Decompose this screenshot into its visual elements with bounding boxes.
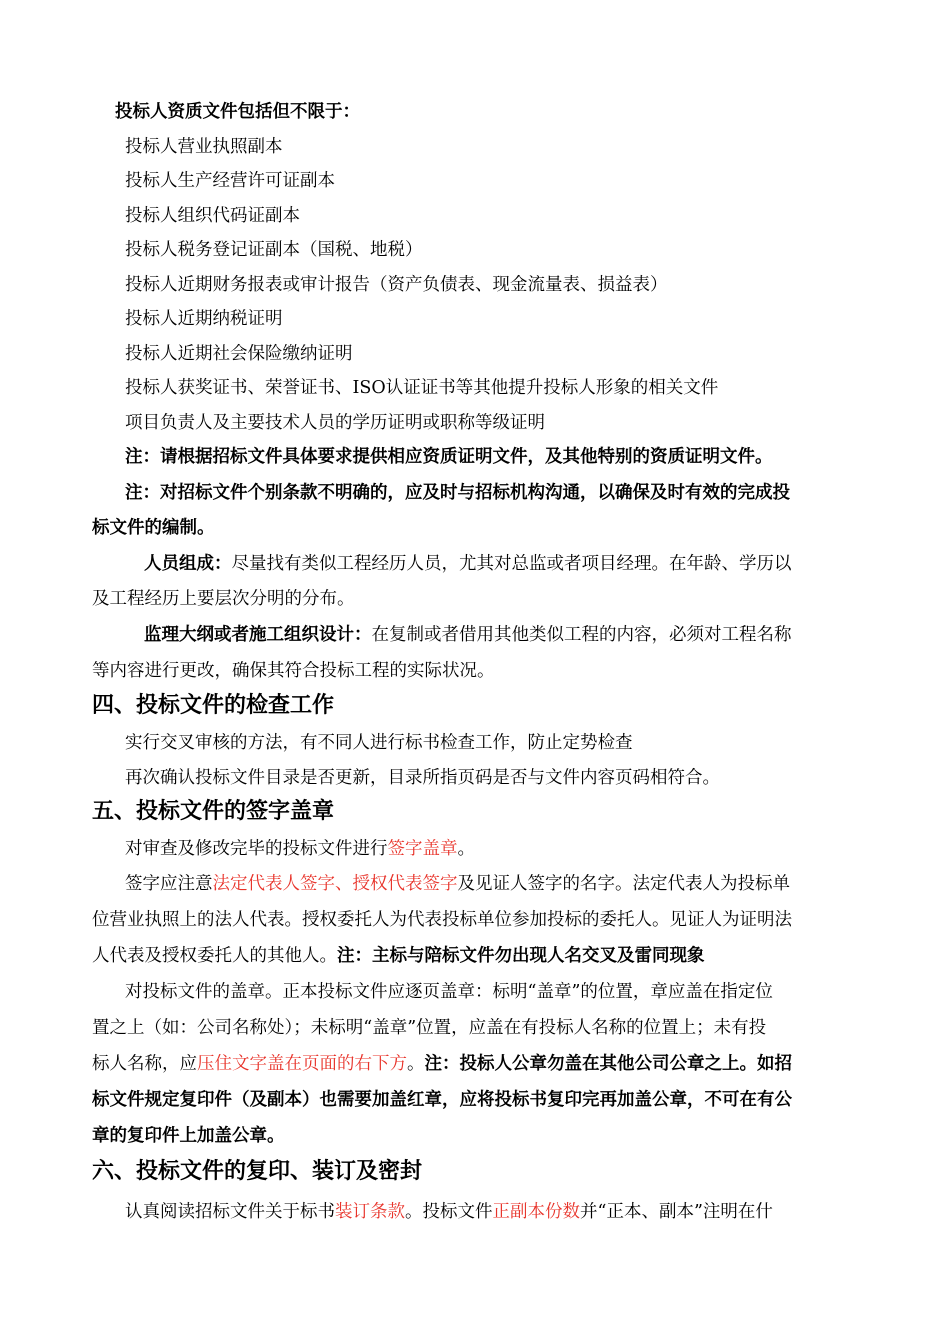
qualification-item: 投标人获奖证书、荣誉证书、ISO认证证书等其他提升投标人形象的相关文件 — [125, 378, 719, 398]
staff-paragraph-line1: 人员组成：尽量找有类似工程经历人员，尤其对总监或者项目经理。在年龄、学历以 — [144, 554, 792, 574]
outline-paragraph-line2: 等内容进行更改，确保其符合投标工程的实际状况。 — [92, 661, 495, 681]
highlight-sign-seal: 签字盖章 — [387, 839, 458, 859]
staff-paragraph-line2: 及工程经历上要层次分明的分布。 — [92, 589, 355, 609]
section6-paragraph1: 认真阅读招标文件关于标书装订条款。投标文件正副本份数并“正本、副本”注明在什 — [125, 1202, 773, 1222]
qualification-item: 项目负责人及主要技术人员的学历证明或职称等级证明 — [125, 413, 545, 433]
qualification-item: 投标人近期财务报表或审计报告（资产负债表、现金流量表、损益表） — [125, 275, 668, 295]
qualification-item: 投标人营业执照副本 — [125, 137, 283, 157]
section4-paragraph: 实行交叉审核的方法，有不同人进行标书检查工作，防止定势检查 — [125, 733, 633, 753]
qualification-item: 投标人组织代码证副本 — [125, 206, 300, 226]
section4-paragraph: 再次确认投标文件目录是否更新，目录所指页码是否与文件内容页码相符合。 — [125, 768, 720, 788]
section5-paragraph3-line3: 标人名称，应压住文字盖在页面的右下方。注：投标人公章勿盖在其他公司公章之上。如招 — [92, 1054, 792, 1074]
section5-paragraph3-line1: 对投标文件的盖章。正本投标文件应逐页盖章：标明“盖章”的位置，章应盖在指定位 — [125, 982, 773, 1002]
qualification-intro: 投标人资质文件包括但不限于： — [115, 102, 360, 122]
section5-paragraph1: 对审查及修改完毕的投标文件进行签字盖章。 — [125, 839, 475, 859]
section5-paragraph3-line2: 置之上（如：公司名称处）；未标明“盖章”位置，应盖在有投标人名称的位置上；未有投 — [92, 1018, 767, 1038]
qualification-item: 投标人近期纳税证明 — [125, 309, 283, 329]
qualification-item: 投标人近期社会保险缴纳证明 — [125, 344, 353, 364]
note-clarify-line2: 标文件的编制。 — [92, 518, 215, 538]
staff-label: 人员组成： — [144, 554, 232, 574]
note-no-name-overlap: 注：主标与陪标文件勿出现人名交叉及雷同现象 — [337, 946, 705, 966]
outline-paragraph-line1: 监理大纲或者施工组织设计：在复制或者借用其他类似工程的内容，必须对工程名称 — [144, 625, 792, 645]
section5-paragraph2-line2: 位营业执照上的法人代表。授权委托人为代表投标单位参加投标的委托人。见证人为证明法 — [92, 910, 792, 930]
section6-heading: 六、投标文件的复印、装订及密封 — [92, 1159, 423, 1184]
section4-heading: 四、投标文件的检查工作 — [92, 693, 335, 718]
qualification-item: 投标人生产经营许可证副本 — [125, 171, 335, 191]
note-clarify-line1: 注：对招标文件个别条款不明确的，应及时与招标机构沟通，以确保及时有效的完成投 — [125, 483, 790, 503]
section5-paragraph2-line3: 人代表及授权委托人的其他人。注：主标与陪标文件勿出现人名交叉及雷同现象 — [92, 946, 705, 966]
section5-paragraph3-line4: 标文件规定复印件（及副本）也需要加盖红章，应将投标书复印完再加盖公章，不可在有公 — [92, 1090, 792, 1110]
section5-heading: 五、投标文件的签字盖章 — [92, 799, 335, 824]
qualification-item: 投标人税务登记证副本（国税、地税） — [125, 240, 423, 260]
outline-label: 监理大纲或者施工组织设计： — [144, 625, 372, 645]
highlight-signatures: 法定代表人签字、授权代表签字 — [212, 874, 458, 894]
highlight-copy-count: 正副本份数 — [492, 1202, 580, 1222]
section5-paragraph3-line5: 章的复印件上加盖公章。 — [92, 1126, 285, 1146]
note-seal-overlap: 注：投标人公章勿盖在其他公司公章之上。如招 — [424, 1054, 792, 1074]
highlight-seal-position: 压住文字盖在页面的右下方 — [197, 1054, 407, 1074]
section5-paragraph2-line1: 签字应注意法定代表人签字、授权代表签字及见证人签字的名字。法定代表人为投标单 — [125, 874, 790, 894]
note-qualification: 注：请根据招标文件具体要求提供相应资质证明文件，及其他特别的资质证明文件。 — [125, 447, 773, 467]
highlight-binding-terms: 装订条款 — [335, 1202, 405, 1222]
